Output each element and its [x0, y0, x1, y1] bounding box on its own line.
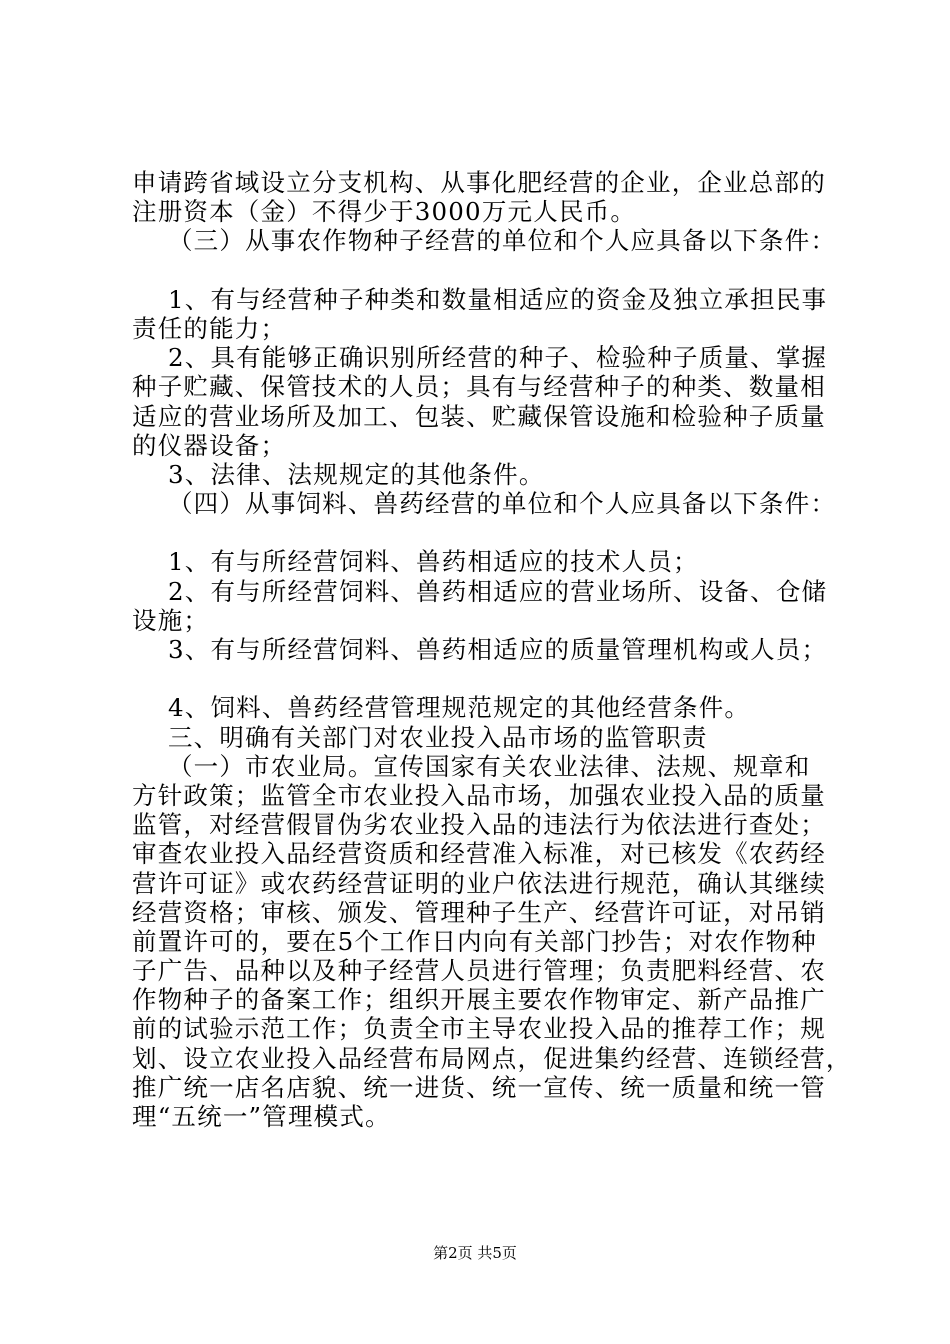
text-line: 责任的能力； — [132, 313, 287, 343]
text-line: 2、有与所经营饲料、兽药相适应的营业场所、设备、仓储 — [132, 576, 828, 606]
section-heading-three: 三、明确有关部门对农业投入品市场的监管职责 — [132, 722, 708, 752]
text-line: 种子贮藏、保管技术的人员；具有与经营种子的种类、数量相 — [132, 372, 826, 402]
text-line: 设施； — [132, 605, 210, 635]
blank-line — [132, 256, 842, 285]
text-line: 经营资格；审核、颁发、管理种子生产、经营许可证，对吊销 — [132, 897, 826, 927]
text-line: 理“五统一”管理模式。 — [132, 1102, 391, 1131]
text-line: 申请跨省域设立分支机构、从事化肥经营的企业，企业总部的 — [132, 168, 826, 197]
text-line: 监管，对经营假冒伪劣农业投入品的违法行为依法进行查处； — [132, 810, 826, 840]
text-line: 的仪器设备； — [132, 430, 287, 460]
blank-line — [132, 518, 842, 547]
text-line: （一）市农业局。宣传国家有关农业法律、法规、规章和 — [132, 751, 811, 781]
text-line: 1、有与经营种子种类和数量相适应的资金及独立承担民事 — [132, 284, 828, 314]
section-heading-3: （三）从事农作物种子经营的单位和个人应具备以下条件： — [132, 226, 837, 256]
text-line: 子广告、品种以及种子经营人员进行管理；负责肥料经营、农 — [132, 956, 826, 986]
text-line: 4、饲料、兽药经营管理规范规定的其他经营条件。 — [132, 693, 751, 723]
text-line: 前的试验示范工作；负责全市主导农业投入品的推荐工作；规 — [132, 1014, 826, 1044]
section-heading-4: （四）从事饲料、兽药经营的单位和个人应具备以下条件： — [132, 489, 837, 519]
text-line: 审查农业投入品经营资质和经营准入标准，对已核发《农药经 — [132, 839, 826, 869]
text-line: 3、法律、法规规定的其他条件。 — [132, 459, 545, 489]
text-line: 适应的营业场所及加工、包装、贮藏保管设施和检验种子质量 — [132, 401, 826, 431]
text-line: 划、设立农业投入品经营布局网点，促进集约经营、连锁经营， — [132, 1043, 852, 1073]
document-body — [132, 168, 852, 1131]
text-line: 推广统一店名店貌、统一进货、统一宣传、统一质量和统一管 — [132, 1072, 826, 1102]
text-line: 注册资本（金）不得少于3000万元人民币。 — [132, 197, 637, 227]
text-line: 前置许可的，要在5个工作日内向有关部门抄告；对农作物种 — [132, 926, 817, 956]
page-footer: 第2页 共5页 — [433, 1244, 517, 1262]
blank-line — [132, 664, 842, 693]
text-line: 1、有与所经营饲料、兽药相适应的技术人员； — [132, 547, 699, 577]
text-line: 方针政策；监管全市农业投入品市场，加强农业投入品的质量 — [132, 780, 826, 810]
text-line: 营许可证》或农药经营证明的业户依法进行规范，确认其继续 — [132, 868, 826, 898]
text-line: 作物种子的备案工作；组织开展主要农作物审定、新产品推广 — [132, 985, 826, 1015]
text-line: 2、具有能够正确识别所经营的种子、检验种子质量、掌握 — [132, 343, 828, 373]
text-line: 3、有与所经营饲料、兽药相适应的质量管理机构或人员； — [132, 635, 828, 664]
